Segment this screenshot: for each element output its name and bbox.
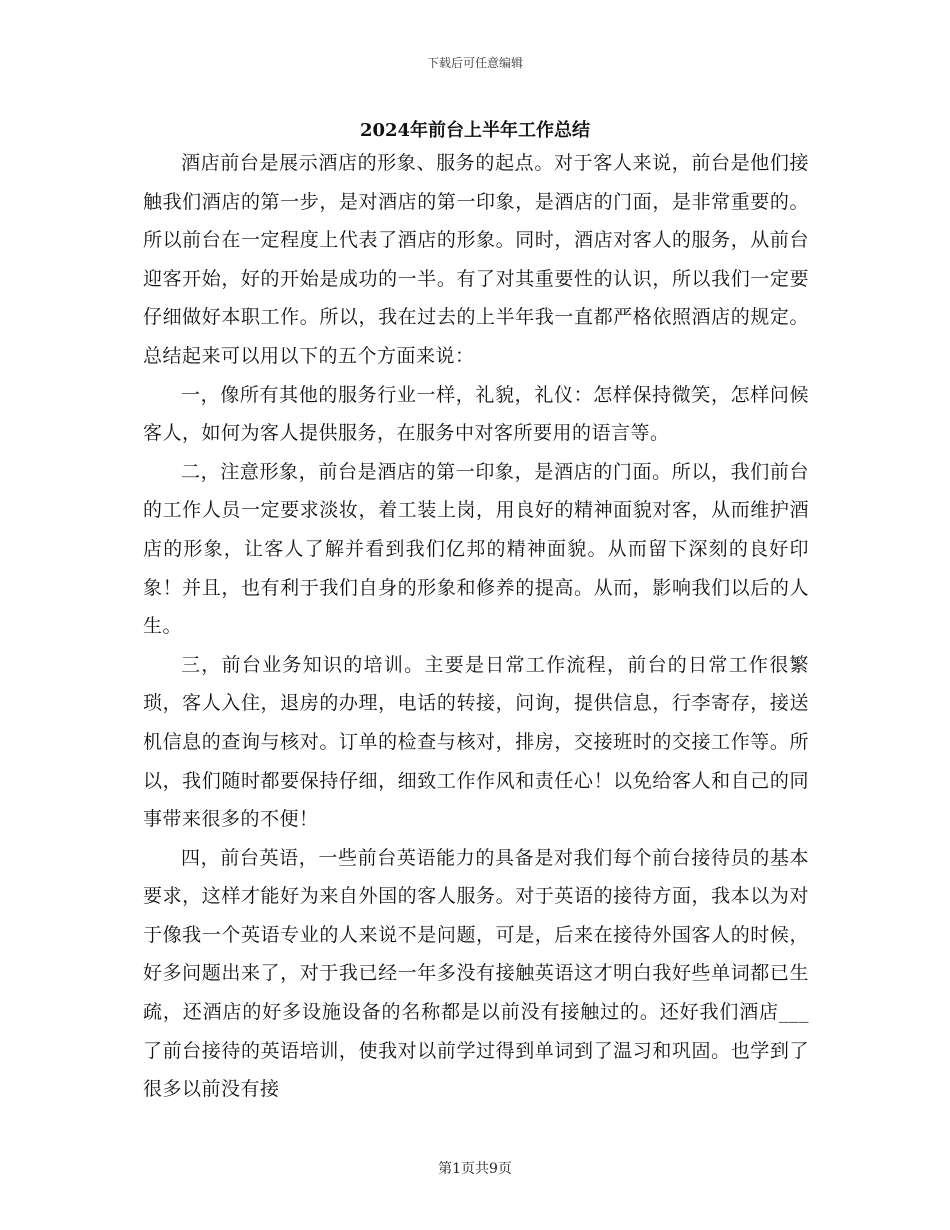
paragraph-intro: 酒店前台是展示酒店的形象、服务的起点。对于客人来说，前台是他们接触我们酒店的第一步，是对酒店的第一印象，是酒店的门面，是非常重要的。所以前台在一定程度上代表了酒店的形象。同时，酒店对客人的服务，从前台迎客开始，好的开始是成功的一半。有了对其重要性的认识，所以我们一定要仔细做好本职工作。所以，我在过去的上半年我一直都严格依照酒店的规定。总结起来可以用以下的五个方面来说：	[143, 152, 809, 367]
document-body	[143, 144, 809, 1109]
header-note: 下载后可任意编辑	[426, 56, 523, 70]
paragraph-point-4: 四，前台英语，一些前台英语能力的具备是对我们每个前台接待员的基本要求，这样才能好为来自外国的客人服务。对于英语的接待方面，我本以为对于像我一个英语专业的人来说不是问题，可是，后来在接待外国客人的时候，好多问题出来了，对于我已经一年多没有接触英语这才明白我好些单词都已生疏，还酒店的好多设施设备的名称都是以前没有接触过的。还好我们酒店___了前台接待的英语培训，使我对以前学过得到单词到了温习和巩固。也学到了很多以前没有接	[143, 846, 809, 1101]
paragraph-point-1: 一，像所有其他的服务行业一样，礼貌，礼仪：怎样保持微笑，怎样问候客人，如何为客人提供服务，在服务中对客所要用的语言等。	[143, 383, 809, 445]
page-number: 第1页共9页	[438, 1161, 512, 1177]
paragraph-point-2: 二，注意形象，前台是酒店的第一印象，是酒店的门面。所以，我们前台的工作人员一定要求淡妆，着工装上岗，用良好的精神面貌对客，从而维护酒店的形象，让客人了解并看到我们亿邦的精神面貌。从而留下深刻的良好印象！并且，也有利于我们自身的形象和修养的提高。从而，影响我们以后的人生。	[143, 460, 809, 638]
paragraph-point-3: 三，前台业务知识的培训。主要是日常工作流程，前台的日常工作很繁琐，客人入住，退房的办理，电话的转接，问询，提供信息，行李寄存，接送机信息的查询与核对。订单的检查与核对，排房，交接班时的交接工作等。所以，我们随时都要保持仔细，细致工作作风和责任心！以免给客人和自己的同事带来很多的不便！	[143, 653, 809, 831]
document-title: 2024年前台上半年工作总结	[359, 120, 591, 141]
